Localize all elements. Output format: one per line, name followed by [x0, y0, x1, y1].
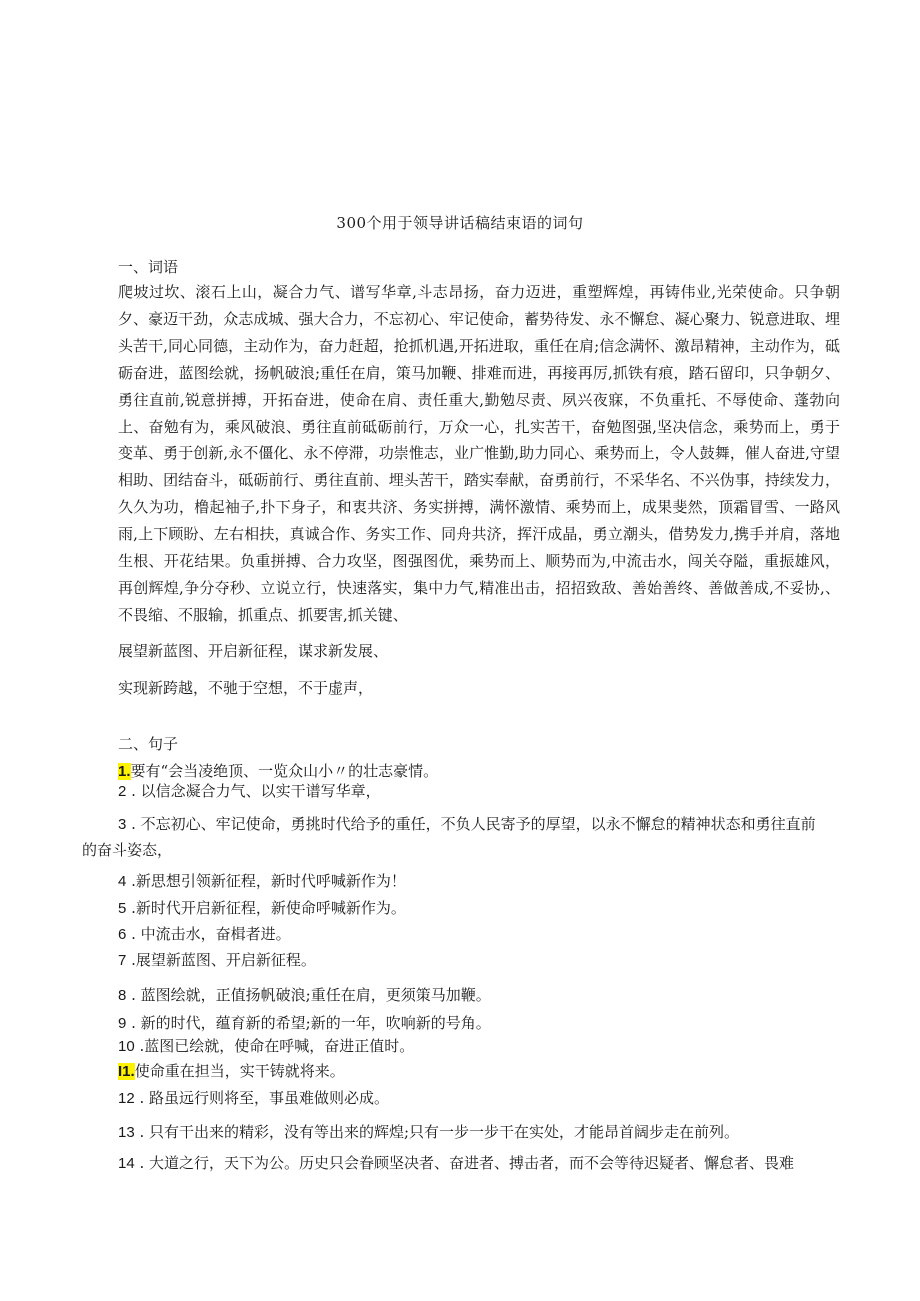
sentence-item [118, 1087, 389, 1108]
sentence-item [118, 923, 291, 944]
sentence-number: 3 [118, 816, 127, 833]
sentence-item [118, 1152, 794, 1173]
sentence-number: I1. [118, 1063, 135, 1080]
words-line: 展望新蓝图、开启新征程，谋求新发展、 [118, 642, 389, 660]
sentence-text: . 不忘初心、牢记使命，勇挑时代给予的重任，不负人民寄予的厚望，以永不懈怠的精神状态和勇往直前 [126, 815, 816, 833]
sentence-item [118, 984, 491, 1005]
sentence-number: 5 [118, 900, 127, 917]
sentence-number: 7 [118, 952, 127, 969]
sentence-number: 9 [118, 1015, 127, 1032]
sentence-item [118, 870, 406, 891]
sentence-number: 12 [118, 1090, 135, 1107]
sentence-text: 使命重在担当，实干铸就将来。 [134, 1062, 345, 1080]
sentence-item [118, 1035, 414, 1056]
sentence-number: 14 [118, 1155, 135, 1172]
sentence-item [118, 897, 406, 918]
sentence-number: 8 [118, 987, 127, 1004]
sentence-number: 2 [118, 783, 127, 800]
sentence-text: 要有“会当凌绝顶、一览众山小〃的壮志豪情。 [130, 762, 439, 780]
section-heading-words: 一、词语 [118, 258, 179, 276]
section-heading-sentences: 二、句子 [118, 735, 179, 753]
words-paragraph: 爬坡过坎、滚石上山，凝合力气、谱写华章,斗志昂扬，奋力迈进，重塑辉煌，再铸伟业,光荣使命。只争朝夕、豪迈干劲，众志成城、强大合力，不忘初心、牢记使命，蓄势待发、永不懈怠、凝心聚力、锐意进取、埋头苦干,同心同德，主动作为，奋力赶超，抢抓机遇,开拓进取，重任在肩;信念满怀、激昂精神，主动作为，砥砺奋进，蓝图绘就，扬帆破浪;重任在肩，策马加鞭、排难而进，再接再厉,抓铁有痕，踏石留印，只争朝夕、勇往直前,锐意拼搏，开拓奋进，使命在肩、责任重大,勤勉尽责、夙兴夜寐，不负重托、不辱使命、蓬勃向上、奋勉有为，乘风破浪、勇往直前砥砺前行，万众一心，扎实苦干，奋勉图强,坚决信念，乘势而上，勇于变革、勇于创新,永不僵化、永不停滞，功崇惟志，业广惟勤,助力同心、乘势而上，令人鼓舞，催人奋进,守望相助、团结奋斗，砥砺前行、勇往直前、埋头苦干，踏实奉献，奋勇前行，不采华名、不兴伪事，持续发力，久久为功，橹起袖子,扑下身子，和衷共济、务实拼搏，满怀激情、乘势而上，成果斐然，顶霜冒雪、一路风雨,上下顾盼、左右相扶，真诚合作、务实工作、同舟共济，挥汗成晶，勇立潮头，借势发力,携手并肩，落地生根、开花结果。负重拼搏、合力攻坚，图强图优，乘势而上、顺势而为,中流击水，闯关夺隘，重振雄风，再创辉煌,争分夺秒、立说立行，快速落实，集中力气,精准出击，招招致敌、善始善终、善做善成,不妥协,、不畏缩、不服输，抓重点、抓要害,抓关键、 [118, 283, 840, 624]
sentence-number: 10 [118, 1038, 135, 1055]
sentence-text: . 蓝图绘就，正值扬帆破浪;重任在肩，更须策马加鞭。 [126, 986, 491, 1004]
sentence-number: 6 [118, 926, 127, 943]
sentence-item [118, 1012, 491, 1033]
sentence-item [118, 949, 316, 970]
page-title: 300个用于领导讲话稿结束语的词句 [336, 214, 584, 232]
sentence-item [118, 1060, 345, 1081]
sentence-text: . 新的时代，蕴育新的希望;新的一年，吹响新的号角。 [126, 1014, 491, 1032]
sentence-number: 4 [118, 873, 127, 890]
sentence-number: 1. [118, 763, 131, 780]
sentence-text: .展望新蓝图、开启新征程。 [126, 951, 316, 969]
sentence-continuation: 的奋斗姿态， [82, 841, 173, 859]
sentence-text: . 以信念凝合力气、以实干谱写华章， [126, 782, 381, 800]
words-line: 实现新跨越，不驰于空想，不于虚声， [118, 679, 374, 697]
sentence-text: . 只有干出来的精彩，没有等出来的辉煌;只有一步一步干在实处，才能昂首阔步走在前列。 [134, 1123, 740, 1141]
sentence-item [118, 780, 381, 801]
sentence-item [118, 1121, 739, 1142]
sentence-item [118, 760, 438, 781]
sentence-text: .蓝图已绘就，使命在呼喊，奋进正值时。 [134, 1037, 415, 1055]
sentence-text: . 大道之行，天下为公。历史只会眷顾坚决者、奋进者、搏击者，而不会等待迟疑者、懈怠者、畏难 [134, 1154, 794, 1172]
sentence-text: . 中流击水，奋楫者进。 [126, 925, 291, 943]
sentence-text: .新思想引领新征程，新时代呼喊新作为！ [126, 872, 406, 890]
sentence-item [118, 813, 816, 834]
sentence-number: 13 [118, 1124, 135, 1141]
sentence-text: .新时代开启新征程，新使命呼喊新作为。 [126, 899, 406, 917]
sentence-text: . 路虽远行则将至，事虽难做则必成。 [134, 1089, 389, 1107]
